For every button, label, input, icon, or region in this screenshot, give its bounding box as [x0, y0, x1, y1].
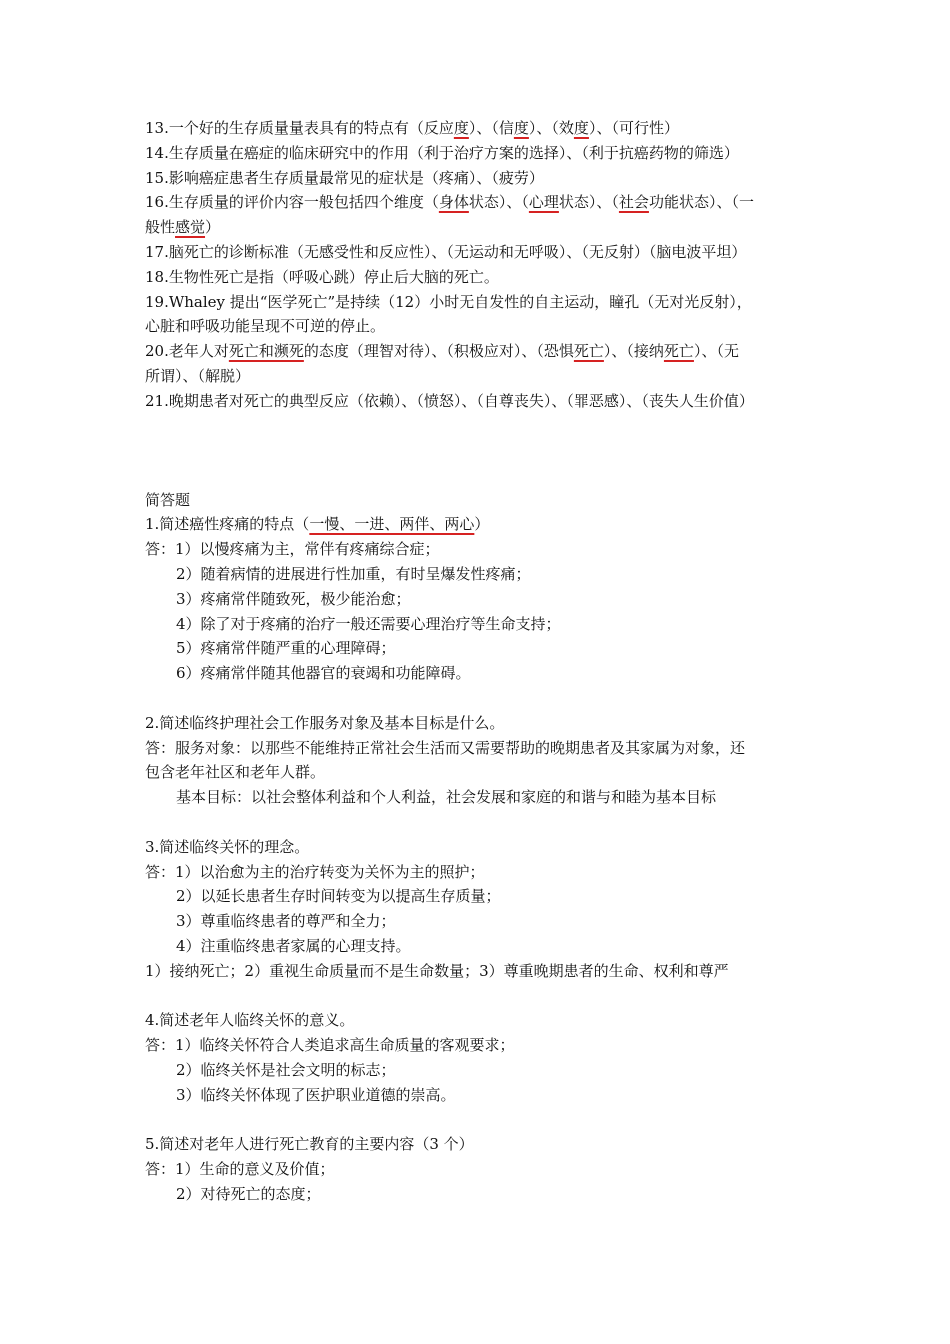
question-3-title: 3.简述临终关怀的理念。 [145, 837, 310, 856]
answer-line: 答：1）临终关怀符合人类追求高生命质量的客观要求； [145, 1036, 515, 1055]
underlined-term: 度 [453, 119, 469, 137]
answer-line: 包含老年社区和老年人群。 [145, 763, 326, 782]
question-4-title: 4.简述老年人临终关怀的意义。 [145, 1011, 355, 1030]
fill-item-20: 20.老年人对死亡和濒死的态度（理智对待）、（积极应对）、（恐惧死亡）、（接纳死亡）、（无 [145, 342, 739, 361]
answer-line: 3）尊重临终患者的尊严和全力； [176, 912, 396, 931]
underlined-term: 度 [573, 119, 589, 137]
answer-line: 5）疼痛常伴随严重的心理障碍； [176, 639, 396, 658]
underlined-term: 死亡 [663, 342, 694, 361]
answer-line: 答：服务对象：以那些不能维持正常社会生活而又需要帮助的晚期患者及其家属为对象，还 [145, 738, 746, 757]
answer-line: 答：1）以慢疼痛为主，常伴有疼痛综合症； [145, 540, 440, 559]
fill-item-16: 16.生存质量的评价内容一般包括四个维度（身体状态）、（心理状态）、（社会功能状态）、（一 [145, 193, 754, 212]
underlined-term: 感觉 [175, 218, 206, 237]
answer-line: 2）临终关怀是社会文明的标志； [176, 1060, 396, 1079]
underlined-term: 度 [513, 119, 529, 137]
answer-line: 4）除了对于疼痛的治疗一般还需要心理治疗等生命支持； [176, 614, 561, 633]
fill-item-19: 19.Whaley 提出“医学死亡”是持续（12）小时无自发性的自主运动，瞳孔（无对光反射）， [145, 292, 752, 311]
underlined-term: 死亡和濒死 [228, 342, 304, 361]
fill-item-18: 18.生物性死亡是指（呼吸心跳）停止后大脑的死亡。 [145, 267, 499, 286]
answer-line: 4）注重临终患者家属的心理支持。 [176, 936, 411, 955]
section-heading: 简答题 [145, 490, 191, 509]
answer-line: 基本目标：以社会整体利益和个人利益，社会发展和家庭的和谐与和睦为基本目标 [176, 788, 717, 807]
answer-line: 答：1）以治愈为主的治疗转变为关怀为主的照护； [145, 862, 485, 881]
answer-line: 1）接纳死亡；2）重视生命质量而不是生命数量；3）尊重晚期患者的生命、权利和尊严 [145, 961, 729, 980]
fill-item-13: 13.一个好的生存质量量表具有的特点有（反应度）、（信度）、（效度）、（可行性） [145, 119, 679, 137]
question-1-title: 1.简述癌性疼痛的特点（一慢、一进、两伴、两心） [145, 515, 490, 534]
fill-item-16-cont: 般性感觉） [145, 218, 221, 237]
fill-item-17: 17.脑死亡的诊断标准（无感受性和反应性）、（无运动和无呼吸）、（无反射）（脑电波平坦） [145, 242, 747, 261]
fill-item-19-cont: 心脏和呼吸功能呈现不可逆的停止。 [145, 317, 386, 336]
document-page [145, 116, 815, 1207]
answer-line: 6）疼痛常伴随其他器官的衰竭和功能障碍。 [176, 664, 471, 683]
underlined-term: 心理 [528, 193, 559, 212]
question-5-title: 5.简述对老年人进行死亡教育的主要内容（3 个） [145, 1135, 474, 1154]
fill-item-21: 21.晚期患者对死亡的典型反应（依赖）、（愤怒）、（自尊丧失）、（罪恶感）、（丧失人生价值） [145, 391, 754, 410]
answer-line: 2）以延长患者生存时间转变为以提高生存质量； [176, 887, 501, 906]
underlined-term: 身体 [438, 193, 469, 212]
question-2-title: 2.简述临终护理社会工作服务对象及基本目标是什么。 [145, 713, 505, 732]
fill-item-14: 14.生存质量在癌症的临床研究中的作用（利于治疗方案的选择）、（利于抗癌药物的筛选） [145, 143, 739, 162]
answer-line: 3）疼痛常伴随致死，极少能治愈； [176, 589, 411, 608]
answer-line: 3）临终关怀体现了医护职业道德的崇高。 [176, 1085, 456, 1104]
answer-line: 答：1）生命的意义及价值； [145, 1160, 335, 1179]
underlined-term: 死亡 [573, 342, 604, 361]
underlined-term: 一慢、一进、两伴、两心 [309, 515, 475, 534]
section-spacer [145, 414, 815, 488]
fill-item-15: 15.影响癌症患者生存质量最常见的症状是（疼痛）、（疲劳） [145, 168, 544, 187]
answer-line: 2）随着病情的进展进行性加重，有时呈爆发性疼痛； [176, 564, 531, 583]
answer-line: 2）对待死亡的态度； [176, 1184, 321, 1203]
fill-item-20-cont: 所谓）、（解脱） [145, 366, 251, 385]
underlined-term: 社会 [618, 193, 649, 212]
